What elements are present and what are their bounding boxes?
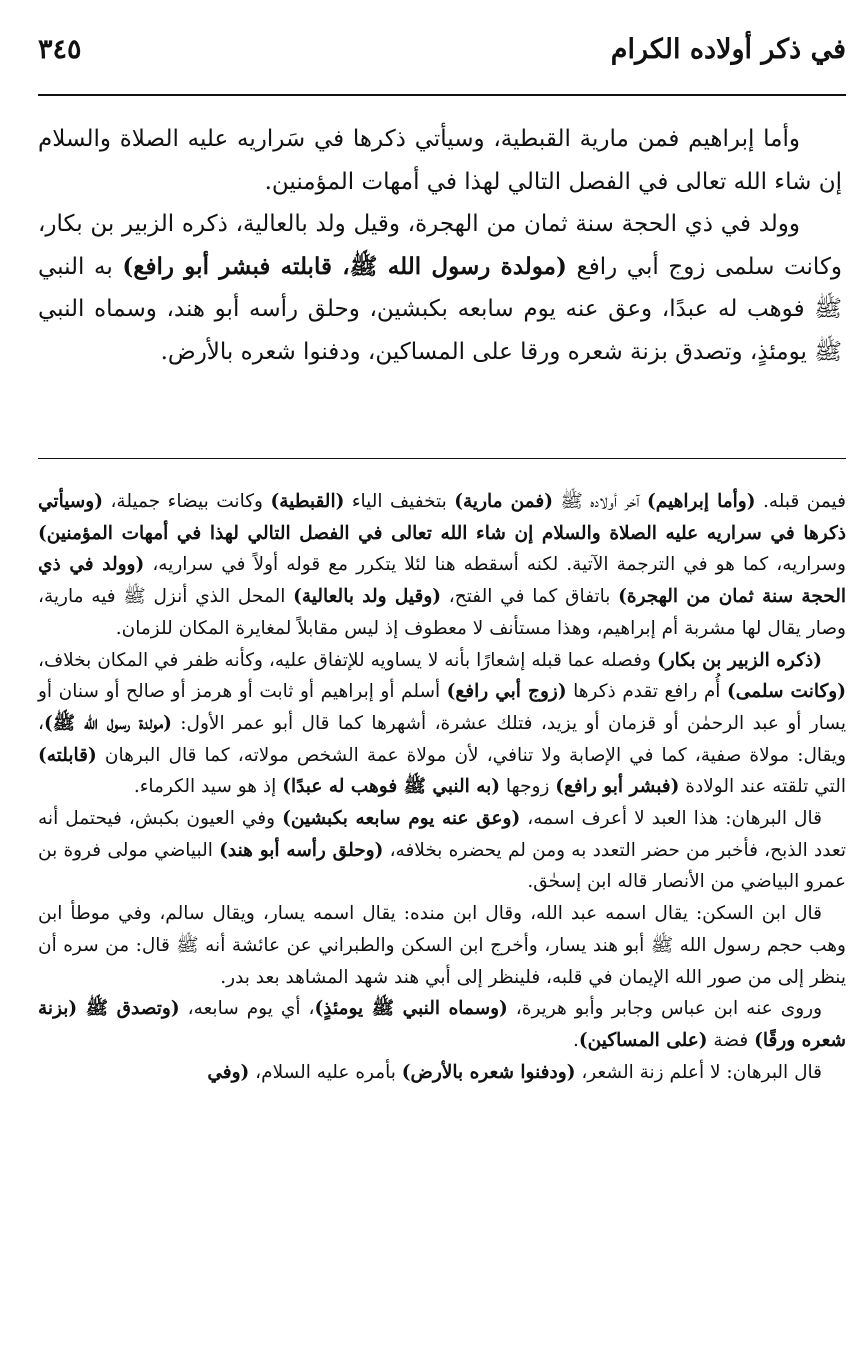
main-text-segment: وأما إبراهيم فمن مارية القبطية، وسيأتي ذكرها في سَراريه عليه الصلاة والسلام إن شاء الله تعالى في الفصل التالي لهذا في أمهات المؤمنين. <box>38 126 842 195</box>
commentary-segment: قال ابن السكن: يقال اسمه عبد الله، وقال ابن منده: يقال اسمه يسار، ويقال سالم، وفي موطأ ابن وهب حجم رسول الله ﷺ أبو هند يسار، وأخرج ابن السكن والطبراني عن عائشة أنه ﷺ قال: من سره أن ينظر إلى من صور الله الإيمان في قلبه، فلينظر إلى أبي هند شهد المشاهد بعد بدر. <box>38 903 846 988</box>
main-bold-segment: (مولدة رسول الله ﷺ، قابلته فبشر أبو رافع) <box>122 252 567 280</box>
commentary-segment: وكانت بيضاء جميلة، <box>102 491 271 512</box>
quoted-bold-segment: (وعق عنه يوم سابعه بكبشين) <box>282 808 521 830</box>
commentary-separator <box>38 458 846 459</box>
commentary-paragraph <box>38 898 846 993</box>
quoted-bold-segment: (وأما إبراهيم) <box>647 491 756 512</box>
quoted-bold-segment: (وكانت سلمى) <box>726 681 846 703</box>
quoted-bold-segment: (به النبي ﷺ فوهب له عبدًا) <box>282 776 501 798</box>
quoted-bold-segment: (ذكره الزبير بن بكار) <box>656 649 823 671</box>
main-text-segment: به النبي ﷺ فوهب له عبدًا، وعق عنه يوم سابعه بكبشين، وحلق رأسه أبو هند، وسماه النبي ﷺ يومئذٍ، وتصدق بزنة شعره ورقا على المساكين، ودفنوا شعره بالأرض. <box>38 253 842 365</box>
commentary-segment: بتخفيف الياء <box>344 491 455 512</box>
quoted-bold-segment: (وقيل ولد بالعالية) <box>293 586 442 608</box>
commentary-segment: فيمن قبله. <box>755 491 846 512</box>
page-header <box>38 26 846 76</box>
quoted-bold-segment: (وسماه النبي ﷺ يومئذٍ) <box>314 998 508 1020</box>
commentary-segment: ، أي يوم سابعه، <box>179 998 315 1020</box>
commentary-paragraph <box>38 645 846 804</box>
main-paragraph <box>38 118 842 203</box>
main-text-segment: وولد في ذي الحجة سنة ثمان من الهجرة، وقيل ولد بالعالية، ذكره الزبير بن بكار، وكانت سلمى زوج أبي رافع <box>38 211 843 280</box>
quoted-bold-segment: (وفي <box>207 1061 250 1083</box>
commentary-segment: قال البرهان: هذا العبد لا أعرف اسمه، <box>520 808 822 830</box>
quoted-bold-segment: (فمن مارية) <box>454 491 553 512</box>
commentary-segment: فضة <box>707 1029 755 1051</box>
quoted-bold-segment: (مولدة رسول الله ﷺ) <box>43 712 172 734</box>
commentary-segment: باتفاق كما في الفتح، <box>441 586 619 608</box>
main-text <box>38 118 842 373</box>
quoted-bold-segment: (على المساكين) <box>578 1029 708 1051</box>
commentary-segment: أسلم أو إبراهيم أو ثابت أو هرمز أو صالح أو سنان أو يسار أو عبد الرحمٰن أو قزمان أو يزيد، فتلك عشرة، أشهرها كما قال أبو عمر الأول: <box>38 681 847 734</box>
page-number: ٣٤٥ <box>38 34 82 65</box>
quoted-bold-segment: (وولد في ذي الحجة سنة ثمان من الهجرة) <box>38 554 846 608</box>
commentary-segment: إذ هو سيد الكرماء. <box>133 776 283 798</box>
quoted-bold-segment: (قابلته) <box>38 744 97 766</box>
quoted-bold-segment: (وسيأتي ذكرها في سراريه عليه الصلاة والسلام إن شاء الله تعالى في الفصل التالي لهذا في أمهات المؤمنين) <box>38 491 846 544</box>
quoted-bold-segment: (فبشر أبو رافع) <box>555 776 680 798</box>
commentary-segment: . <box>573 1029 579 1051</box>
commentary-segment: زوجها <box>500 776 556 798</box>
commentary-segment: وسراريه، كما هو في الترجمة الآتية. لكنه أسقطه هنا لئلا يتكرر مع قوله أولاً في سراريه، <box>144 554 846 576</box>
commentary-paragraph <box>38 993 846 1056</box>
commentary-paragraph <box>38 486 846 645</box>
commentary-segment: بأمره عليه السلام، <box>249 1061 402 1083</box>
quoted-bold-segment: (وتصدق ﷺ (بزنة شعره ورقًا) <box>38 998 846 1051</box>
commentary-segment: آخر أولاده ﷺ <box>552 491 648 512</box>
commentary-segment: وفصله عما قبله إشعارًا بأنه لا يساويه للإتفاق عليه، وكأنه ظفر في المكان بخلاف، <box>38 649 657 671</box>
commentary-paragraph <box>38 1057 846 1089</box>
commentary-segment: وروى عنه ابن عباس وجابر وأبو هريرة، <box>507 998 823 1020</box>
commentary-segment: أُم رافع تقدم ذكرها <box>566 681 727 703</box>
commentary-segment: وفي العيون بكبش، فيحتمل أنه تعدد الذبح، فأخبر من حضر التعدد به ومن لم يحضره بخلافه، <box>38 808 846 861</box>
commentary-segment: ، ويقال: مولاة صفية، كما في الإصابة ولا تنافي، لأن مولاة عمة الشخص مولاته، كما قال البرهان <box>38 712 846 766</box>
quoted-bold-segment: (القبطية) <box>270 491 345 512</box>
commentary-segment: قال البرهان: لا أعلم زنة الشعر، <box>575 1061 822 1083</box>
quoted-bold-segment: (زوج أبي رافع) <box>446 681 567 703</box>
main-paragraph <box>38 203 842 373</box>
commentary-paragraph <box>38 803 846 898</box>
commentary-text <box>38 486 846 1088</box>
commentary-segment: البياضي مولى فروة بن عمرو البياضي من الأنصار قاله ابن إسحٰق. <box>38 839 846 893</box>
quoted-bold-segment: (ودفنوا شعره بالأرض) <box>401 1061 576 1083</box>
commentary-segment: المحل الذي أنزل ﷺ فيه مارية، وصار يقال لها مشربة أم إبراهيم، وهذا مستأنف لا معطوف إذ ليس مقابلاً لمغايرة المكان للزمان. <box>38 586 846 639</box>
commentary-segment: التي تلقته عند الولادة <box>679 776 846 798</box>
quoted-bold-segment: (وحلق رأسه أبو هند) <box>219 839 384 861</box>
header-rule <box>38 94 846 96</box>
running-title: في ذكر أولاده الكرام <box>610 34 846 65</box>
